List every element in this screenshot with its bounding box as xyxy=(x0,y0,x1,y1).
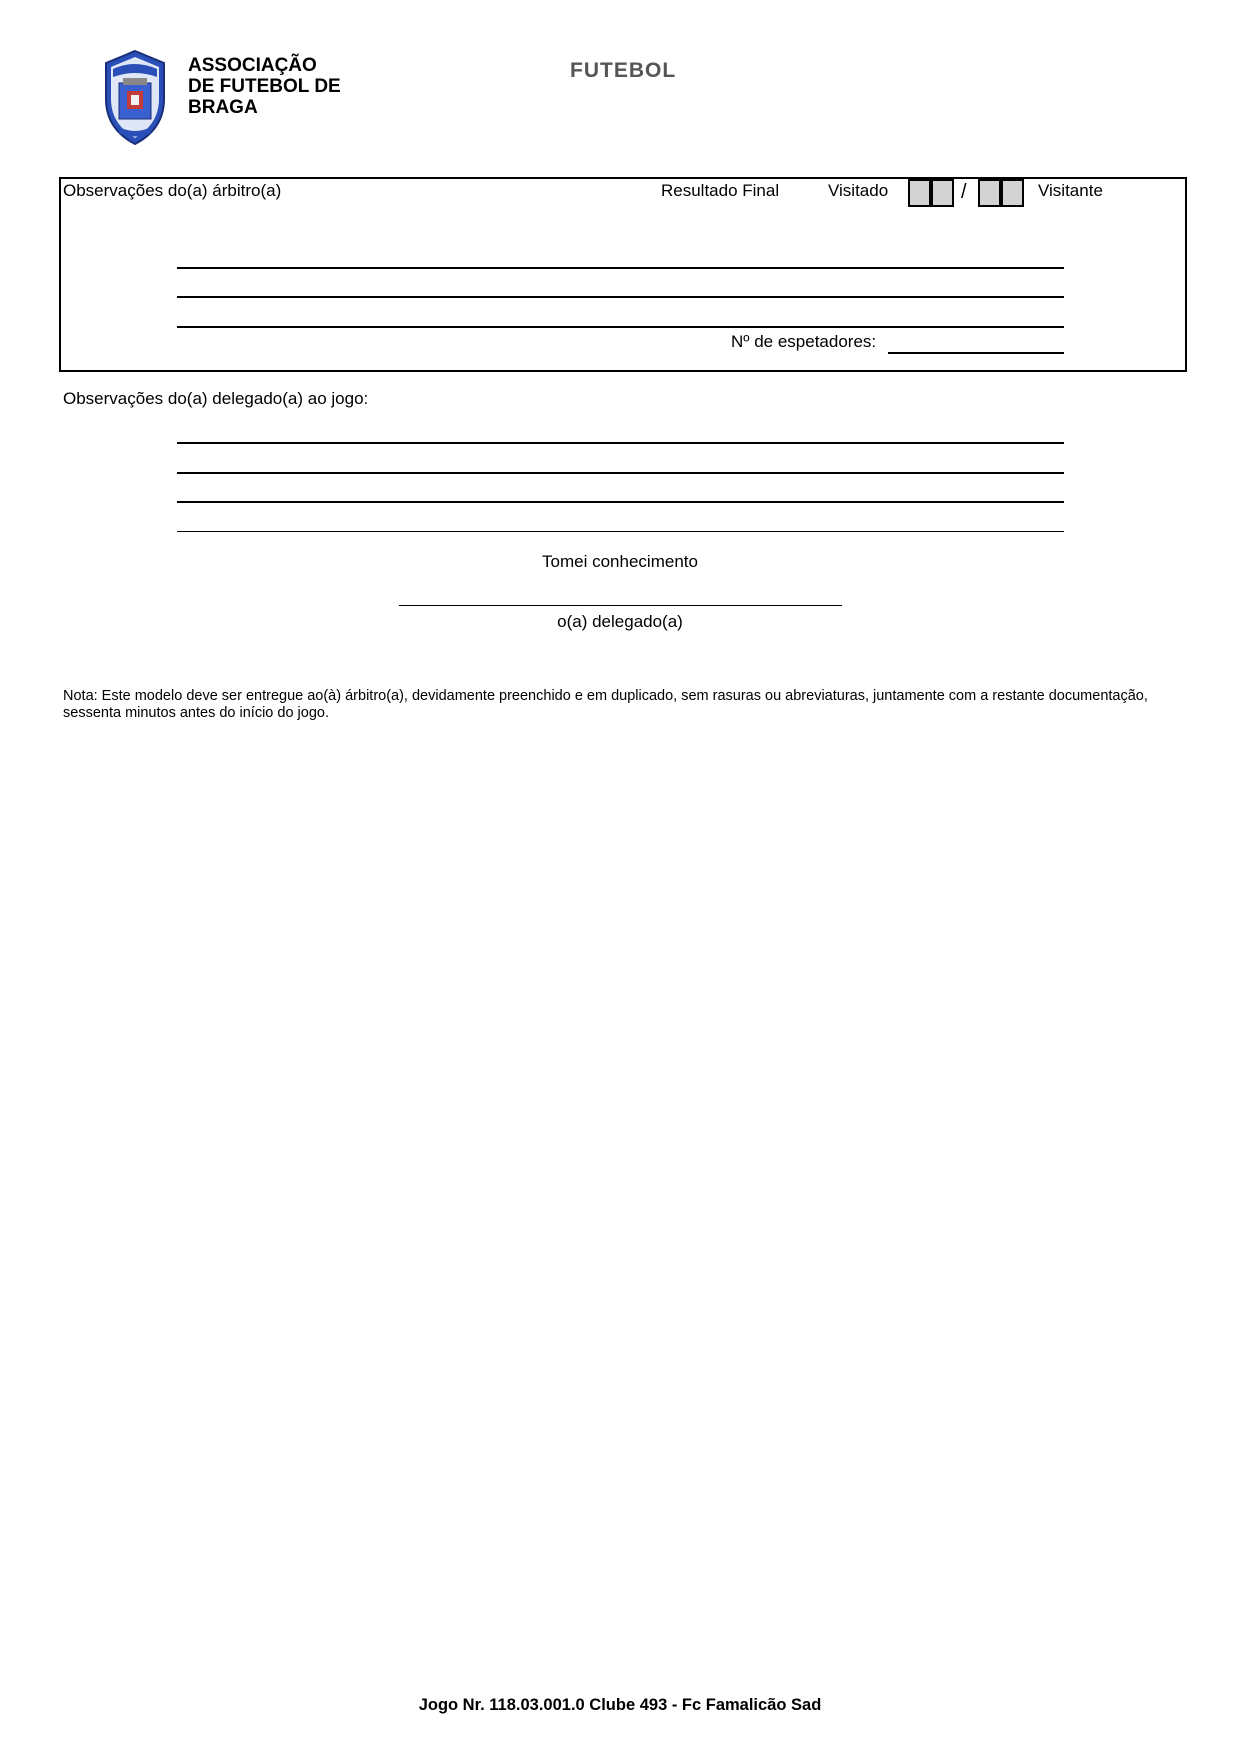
away-team-label: Visitante xyxy=(1038,181,1103,200)
spectators-field[interactable] xyxy=(888,352,1064,354)
sport-title: FUTEBOL xyxy=(570,59,677,82)
instructions-note: Nota: Este modelo deve ser entregue ao(à) árbitro(a), devidamente preenchido e em duplicado, sem rasuras ou abreviaturas, juntamente com a restante documentação, sessenta minutos antes do início do jogo. xyxy=(63,688,1148,721)
delegate-signature-line[interactable] xyxy=(399,605,842,606)
home-score-digit-2[interactable] xyxy=(931,179,954,207)
referee-observations-label: Observações do(a) árbitro(a) xyxy=(63,181,282,200)
game-reference-footer: Jogo Nr. 118.03.001.0 Clube 493 - Fc Famalicão Sad xyxy=(418,1696,822,1714)
org-line-3: BRAGA xyxy=(188,97,258,118)
home-team-label: Visitado xyxy=(828,181,889,200)
away-score-digit-2[interactable] xyxy=(1001,179,1024,207)
away-score-digit-1[interactable] xyxy=(978,179,1001,207)
acknowledged-label: Tomei conhecimento xyxy=(542,552,698,571)
referee-observation-line-1[interactable] xyxy=(177,267,1064,269)
final-result-label: Resultado Final xyxy=(661,181,780,200)
delegate-observation-line-3[interactable] xyxy=(177,501,1064,503)
delegate-signature-label: o(a) delegado(a) xyxy=(557,612,683,631)
score-separator: / xyxy=(961,181,967,203)
referee-observation-line-3[interactable] xyxy=(177,326,1064,328)
org-line-1: ASSOCIAÇÃO xyxy=(188,55,317,76)
delegate-observations-label: Observações do(a) delegado(a) ao jogo: xyxy=(63,389,369,408)
delegate-observation-line-2[interactable] xyxy=(177,472,1064,474)
org-line-2: DE FUTEBOL DE xyxy=(188,76,341,97)
spectators-label: Nº de espetadores: xyxy=(731,332,877,351)
association-logo xyxy=(101,49,169,146)
delegate-observation-line-1[interactable] xyxy=(177,442,1064,444)
home-score-digit-1[interactable] xyxy=(908,179,931,207)
organization-name xyxy=(188,55,341,118)
delegate-observation-line-4[interactable] xyxy=(177,531,1064,532)
referee-observation-line-2[interactable] xyxy=(177,296,1064,298)
